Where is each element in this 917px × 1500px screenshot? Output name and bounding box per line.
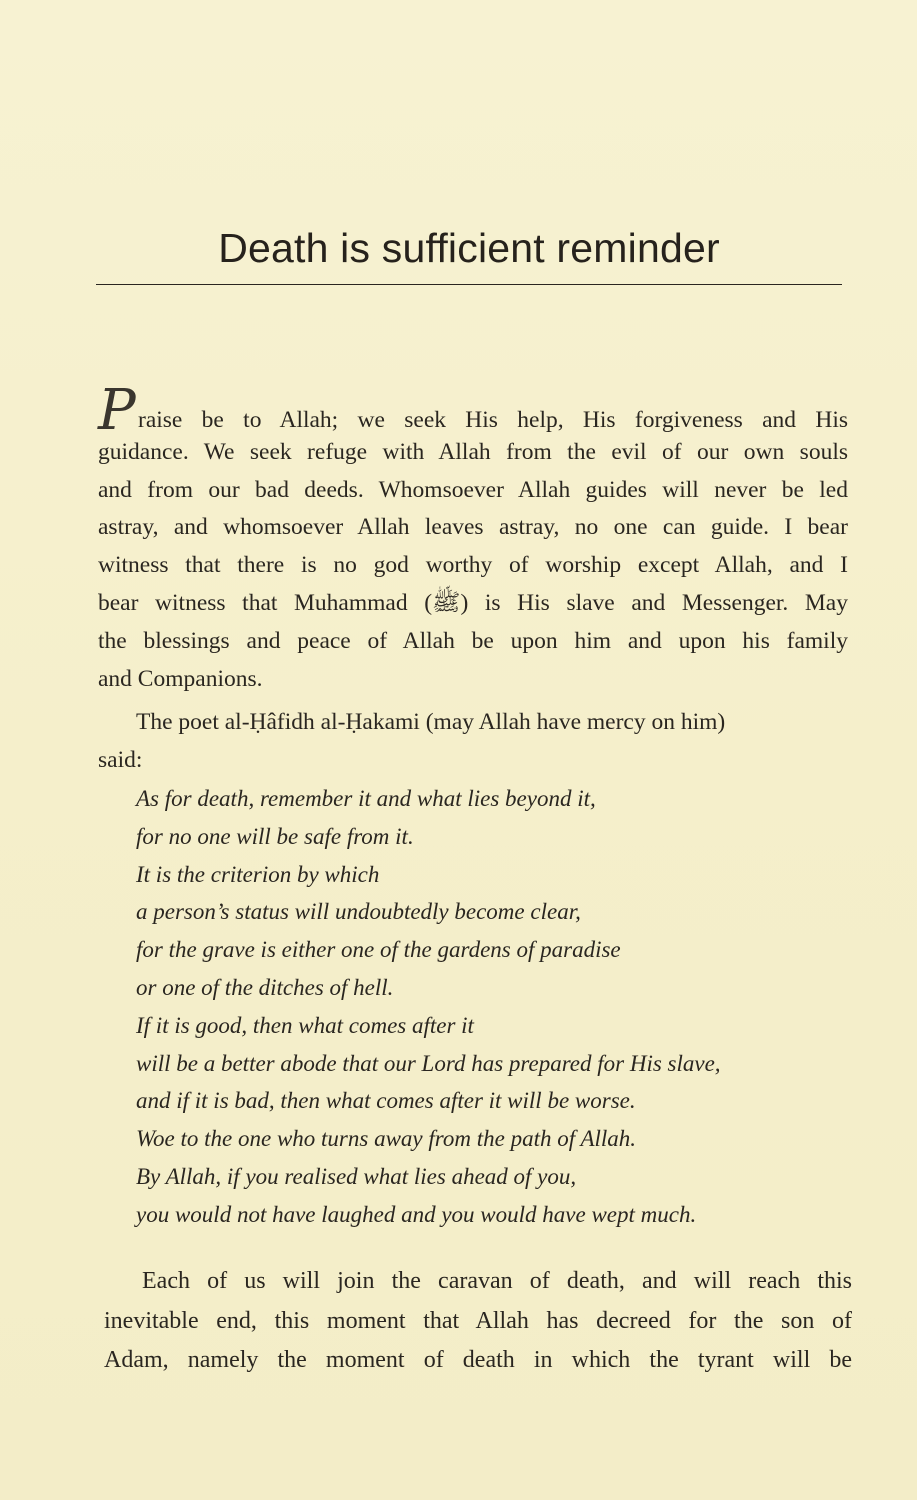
poem-line: or one of the ditches of hell. — [136, 974, 394, 1000]
intro-line: bear witness that Muhammad (ﷺ) is His slave and Messenger. May — [98, 589, 848, 616]
intro-line: witness that there is no god worthy of worship except Allah, and I — [98, 552, 848, 579]
poem-line: Woe to the one who turns away from the path of Allah. — [136, 1126, 637, 1152]
poem-line: will be a better abode that our Lord has prepared for His slave, — [136, 1050, 721, 1076]
poem-line: a person’s status will undoubtedly become clear, — [136, 899, 581, 925]
closing-line: inevitable end, this moment that Allah has decreed for the son of — [104, 1307, 852, 1334]
intro-paragraph — [98, 378, 848, 698]
poet-intro-paragraph — [98, 704, 848, 780]
poet-intro-line: said: — [98, 747, 143, 774]
poem-line: for no one will be safe from it. — [136, 823, 414, 849]
chapter-title: Death is sufficient reminder — [218, 225, 720, 271]
poem-line: As for death, remember it and what lies beyond it, — [136, 785, 596, 811]
intro-line: and from our bad deeds. Whomsoever Allah guides will never be led — [98, 476, 848, 503]
drop-cap: P — [98, 378, 136, 443]
poem — [98, 780, 848, 1234]
intro-line: astray, and whomsoever Allah leaves astray, no one can guide. I bear — [98, 514, 848, 541]
page-body — [98, 378, 848, 1234]
closing-paragraph — [104, 1262, 852, 1381]
poem-line: and if it is bad, then what comes after it will be worse. — [136, 1088, 636, 1114]
poet-intro-line: The poet al-Ḥâfidh al-Ḥakami (may Allah have mercy on him) — [136, 709, 726, 736]
intro-line: Praise be to Allah; we seek His help, His forgiveness and His — [98, 378, 848, 443]
closing-line: Each of us will join the caravan of death, and will reach this — [142, 1268, 852, 1294]
poem-line: By Allah, if you realised what lies ahead of you, — [136, 1163, 577, 1189]
intro-line: guidance. We seek refuge with Allah from the evil of our own souls — [98, 438, 848, 465]
poem-line: If it is good, then what comes after it — [136, 1012, 474, 1038]
closing-line: Adam, namely the moment of death in which the tyrant will be — [104, 1347, 852, 1373]
poem-line: you would not have laughed and you would have wept much. — [136, 1201, 697, 1227]
intro-line: and Companions. — [98, 665, 263, 692]
poem-line: It is the criterion by which — [136, 861, 380, 887]
intro-line: the blessings and peace of Allah be upon him and upon his family — [98, 627, 848, 654]
title-underline — [96, 284, 842, 285]
poem-line: for the grave is either one of the gardens of paradise — [136, 937, 621, 963]
